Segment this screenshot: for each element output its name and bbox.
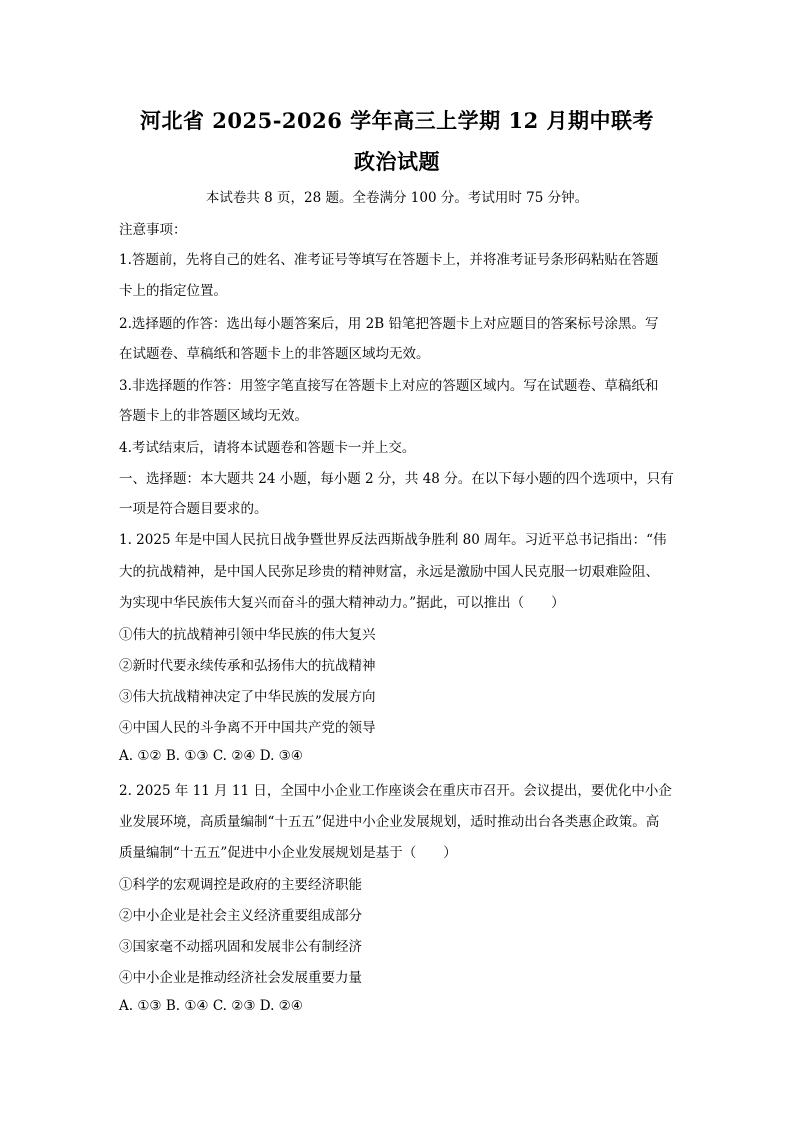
notice-item-1-line-1: 1.答题前，先将自己的姓名、准考证号等填写在答题卡上，并将准考证号条形码粘贴在答题 [119, 252, 659, 268]
section-1-line-2: 一项是符合题目要求的。 [119, 501, 268, 517]
question-2-line-1: 2. 2025 年 11 月 11 日，全国中小企业工作座谈会在重庆市召开。会议提出，要优化中小企 [119, 783, 672, 799]
question-1-line-2: 大的抗战精神，是中国人民弥足珍贵的精神财富，永远是激励中国人民克服一切艰难险阻、 [119, 564, 659, 580]
exam-title: 河北省 2025-2026 学年高三上学期 12 月期中联考 [139, 108, 655, 133]
question-1-line-3: 为实现中华民族伟大复兴而奋斗的强大精神动力。”据此，可以推出（ ） [119, 595, 565, 611]
question-1-option-1: ①伟大的抗战精神引领中华民族的伟大复兴 [119, 627, 376, 643]
question-1-option-2: ②新时代要永续传承和弘扬伟大的抗战精神 [119, 658, 376, 674]
notice-item-2-line-1: 2.选择题的作答：选出每小题答案后，用 2B 铅笔把答题卡上对应题目的答案标号涂黑。写 [119, 316, 659, 332]
question-2-option-3: ③国家毫不动摇巩固和发展非公有制经济 [119, 939, 362, 955]
question-1-option-3: ③伟大抗战精神决定了中华民族的发展方向 [119, 689, 376, 705]
question-2-option-4: ④中小企业是推动经济社会发展重要力量 [119, 970, 362, 986]
notice-item-3-line-2: 答题卡上的非答题区域均无效。 [119, 408, 308, 424]
question-2-line-2: 业发展环境，高质量编制“十五五”促进中小企业发展规划，适时推动出台各类惠企政策。高 [119, 814, 660, 830]
section-1-line-1: 一、选择题：本大题共 24 小题，每小题 2 分，共 48 分。在以下每小题的四个选项中，只有 [119, 471, 674, 487]
notice-item-2-line-2: 在试题卷、草稿纸和答题卡上的非答题区域均无效。 [119, 346, 430, 362]
subject-title: 政治试题 [354, 149, 440, 174]
notice-item-4: 4.考试结束后，请将本试题卷和答题卡一并上交。 [119, 440, 416, 456]
question-1-line-1: 1. 2025 年是中国人民抗日战争暨世界反法西斯战争胜利 80 周年。习近平总书记指出：“伟 [119, 532, 667, 548]
exam-info: 本试卷共 8 页，28 题。全卷满分 100 分。考试用时 75 分钟。 [205, 190, 589, 206]
notice-heading: 注意事项： [119, 222, 187, 238]
notice-item-3-line-1: 3.非选择题的作答：用签字笔直接写在答题卡上对应的答题区域内。写在试题卷、草稿纸和 [119, 378, 659, 394]
notice-item-1-line-2: 卡上的指定位置。 [119, 283, 227, 299]
question-2-option-2: ②中小企业是社会主义经济重要组成部分 [119, 908, 362, 924]
question-1-option-4: ④中国人民的斗争离不开中国共产党的领导 [119, 720, 376, 736]
question-2-option-1: ①科学的宏观调控是政府的主要经济职能 [119, 877, 362, 893]
question-2-line-3: 质量编制“十五五”促进中小企业发展规划是基于（ ） [119, 845, 457, 861]
question-2-choices: A. ①③ B. ①④ C. ②③ D. ②④ [119, 998, 303, 1014]
question-1-choices: A. ①② B. ①③ C. ②④ D. ③④ [119, 748, 303, 764]
